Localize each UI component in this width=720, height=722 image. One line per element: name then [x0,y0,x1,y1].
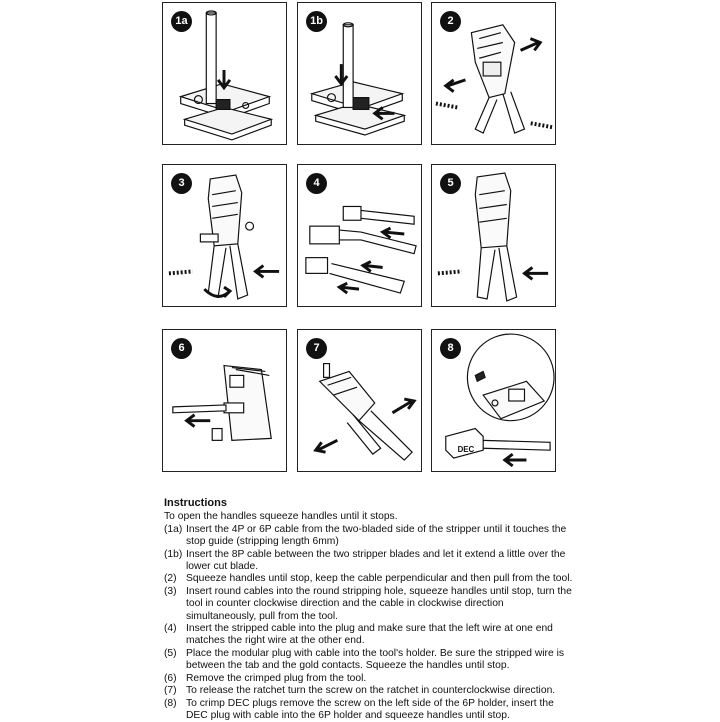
step-badge: 6 [171,338,192,359]
step-item [164,673,574,685]
step-badge: 8 [440,338,461,359]
step-number: (8) [164,698,186,722]
panel-2 [431,2,556,145]
dec-plug-label: DEC [458,445,475,454]
step-text: To release the ratchet turn the screw on the ratchet in counterclockwise direction. [186,685,574,697]
step-number: (1a) [164,524,186,549]
panel-1b [297,2,422,145]
panel-8 [431,329,556,472]
instructions-title: Instructions [164,497,574,509]
step-badge: 5 [440,173,461,194]
step-text: Insert the 4P or 6P cable from the two-bladed side of the stripper until it touches the stop guide (stripping length 6mm) [186,524,574,549]
step-text: Place the modular plug with cable into the tool's holder. Be sure the stripped wire is between the tab and the gold contacts. Squeeze the handles until stop. [186,648,574,673]
step-text: To crimp DEC plugs remove the screw on the left side of the 6P holder, insert the DEC plug with cable into the 6P holder and squeeze handles until stop. [186,698,574,722]
step-number: (4) [164,623,186,648]
step-number: (2) [164,573,186,585]
step-item [164,549,574,574]
step-item [164,623,574,648]
panel-1a [162,2,287,145]
instructions-block [164,497,574,722]
step-text: Squeeze handles until stop, keep the cable perpendicular and then pull from the tool. [186,573,574,585]
step-item [164,698,574,722]
step-item [164,685,574,697]
step-text: Remove the crimped plug from the tool. [186,673,574,685]
step-number: (6) [164,673,186,685]
step-item [164,524,574,549]
step-text: Insert round cables into the round stripping hole, squeeze handles until stop, turn the tool in counter clockwise direction and the cable in clockwise direction simultaneously, pull from the tool. [186,586,574,623]
step-number: (5) [164,648,186,673]
step-number: (7) [164,685,186,697]
step-number: (1b) [164,549,186,574]
step-item [164,648,574,673]
step-item [164,586,574,623]
step-badge: 1a [171,11,192,32]
panel-4 [297,164,422,307]
step-badge: 7 [306,338,327,359]
panel-6 [162,329,287,472]
step-badge: 3 [171,173,192,194]
panel-7 [297,329,422,472]
panel-3 [162,164,287,307]
step-number: (3) [164,586,186,623]
step-badge: 1b [306,11,327,32]
step-badge: 4 [306,173,327,194]
step-text: Insert the 8P cable between the two stripper blades and let it extend a little over the lower cut blade. [186,549,574,574]
step-item [164,573,574,585]
instructions-intro: To open the handles squeeze handles until it stops. [164,511,574,523]
step-text: Insert the stripped cable into the plug and make sure that the left wire at one end matches the right wire at the other end. [186,623,574,648]
panel-5 [431,164,556,307]
step-badge: 2 [440,11,461,32]
